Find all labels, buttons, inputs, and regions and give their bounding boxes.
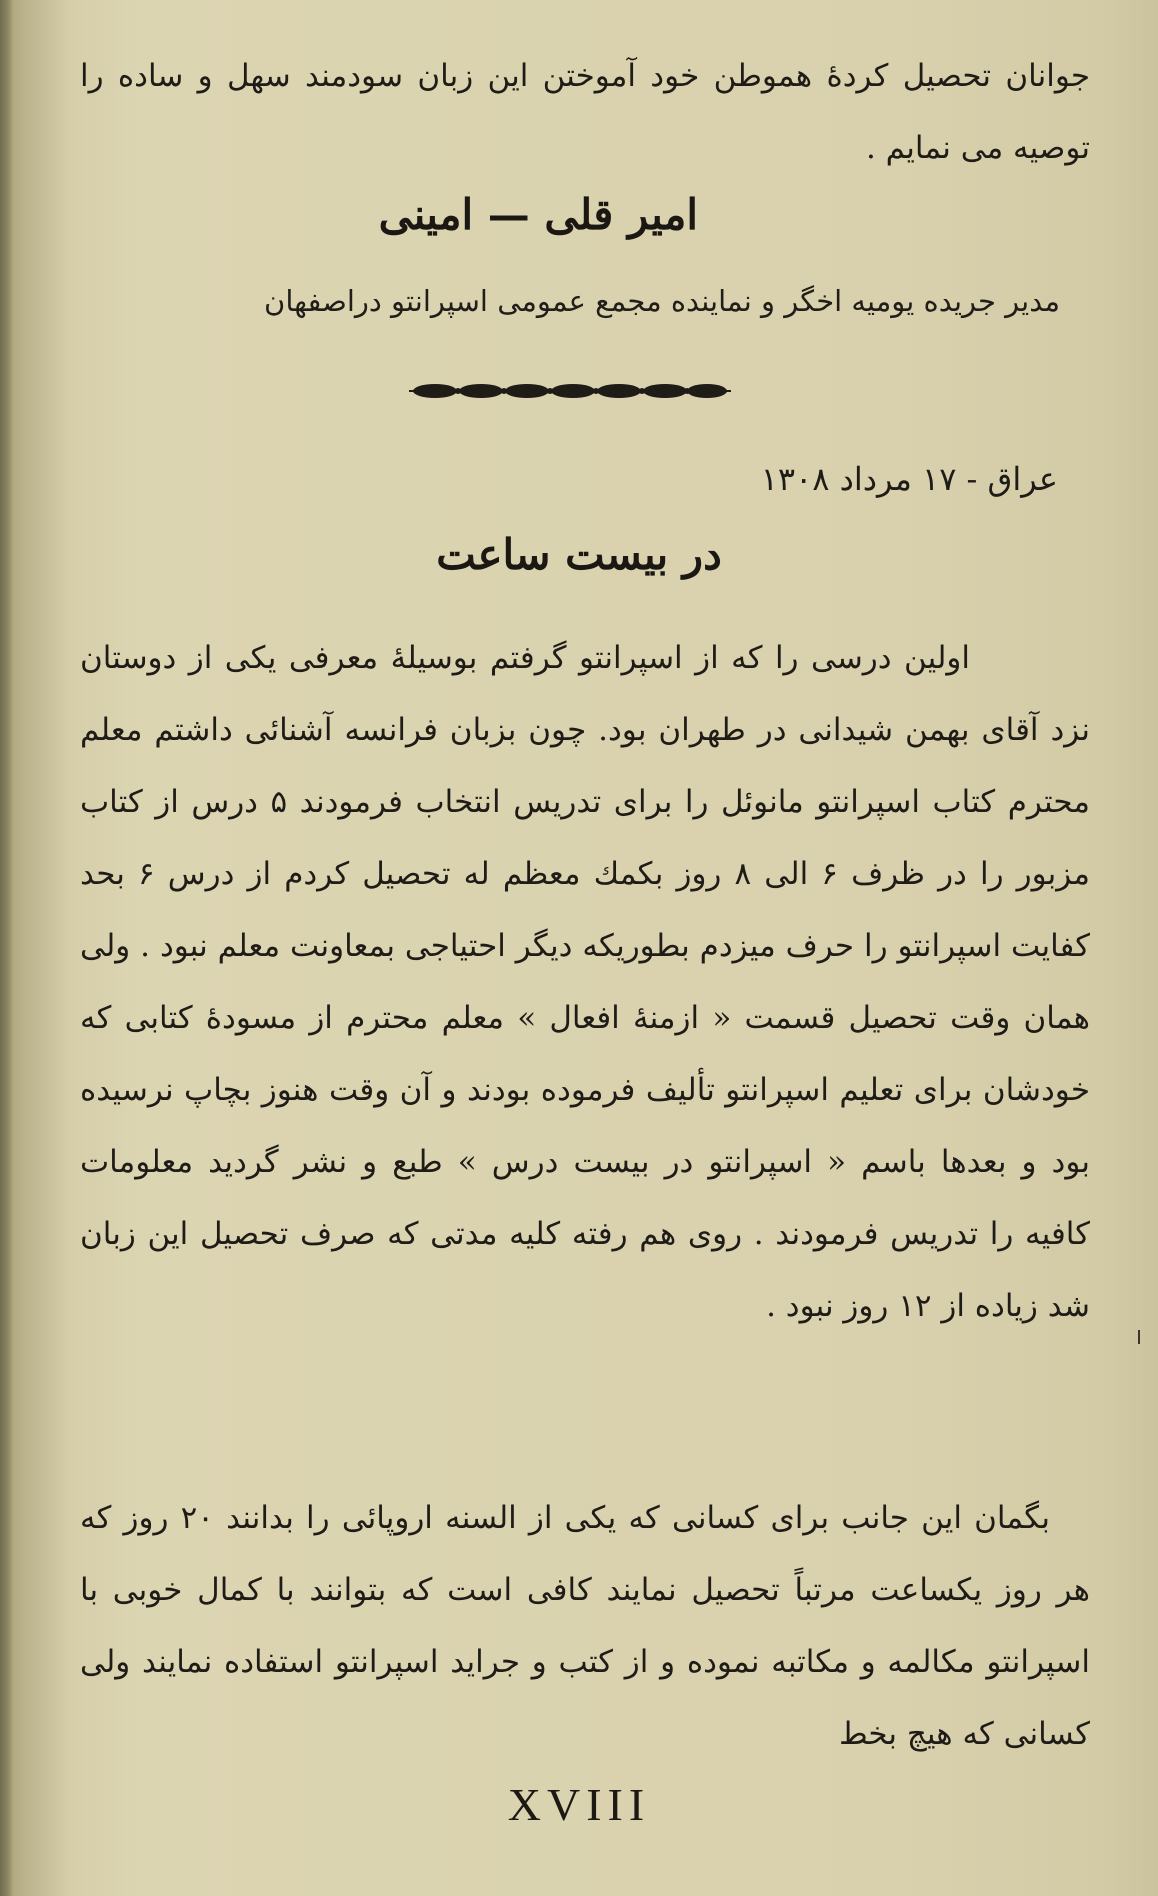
page-binding-edge [0, 0, 14, 1896]
intro-text: جوانان تحصیل کردهٔ هموطن خود آموختن این زبان سودمند سهل و ساده را توصیه می نمایم . [80, 58, 1090, 166]
intro-paragraph [80, 40, 1090, 184]
body-paragraph-1 [80, 622, 1090, 1342]
section-heading: در بیست ساعت [436, 530, 722, 579]
paragraph-text: اولین درسی را که از اسپرانتو گرفتم بوسیلهٔ معرفی یکی از دوستان نزد آقای بهمن شیدانی در طهران بود. چون بزبان فرانسه آشنائی داشتم معلم محترم کتاب اسپرانتو مانوئل را برای تدریس انتخاب فرمودند ۵ درس از کتاب مزبور را در ظرف ۶ الی ۸ روز بکمك معظم له تحصیل کردم از درس ۶ بحد کفایت اسپرانتو را حرف میزدم بطوریکه دیگر احتیاجی بمعاونت معلم نبود . ولی همان وقت تحصیل قسمت « ازمنهٔ افعال » معلم محترم از مسودهٔ کتابی که خودشان برای تعلیم اسپرانتو تألیف فرموده بودند و آن وقت هنوز بچاپ نرسیده بود و بعدها باسم « اسپرانتو در بیست درس » طبع و نشر گردید معلومات کافیه را تدریس فرمودند . روی هم رفته کلیه مدتی که صرف تحصیل این زبان شد زیاده از ۱۲ روز نبود . [80, 640, 1090, 1324]
author-role: مدیر جریده یومیه اخگر و نماینده مجمع عمومی اسپرانتو دراصفهان [264, 284, 1060, 318]
ornament-divider [405, 376, 735, 406]
dateline: عراق - ۱۷ مرداد ۱۳۰۸ [760, 460, 1058, 498]
paragraph-text: بگمان این جانب برای کسانی که یکی از السنه اروپائی را بدانند ۲۰ روز که هر روز یکساعت مرتباً تحصیل نمایند کافی است که بتوانند با کمال خوبی با اسپرانتو مکالمه و مکاتبه نموده و از کتب و جراید اسپرانتو استفاده نمایند ولی کسانی که هیچ بخط [80, 1500, 1090, 1752]
page-number: XVIII [507, 1779, 651, 1830]
author-name: امیر قلی — امینی [378, 190, 698, 239]
body-paragraph-2 [80, 1482, 1090, 1770]
margin-mark [1138, 1330, 1140, 1344]
